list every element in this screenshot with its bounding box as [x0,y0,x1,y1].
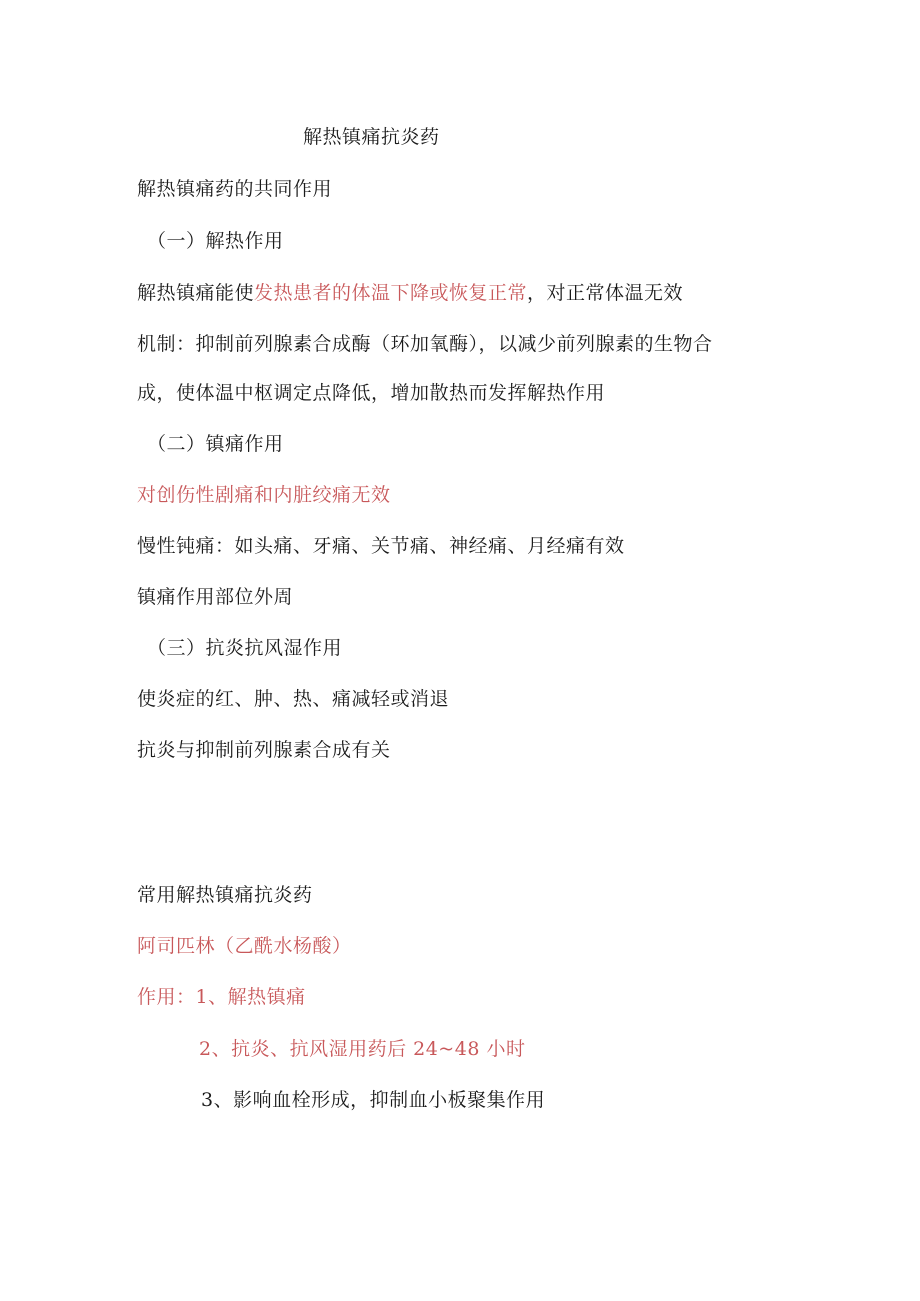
document-title: 解热镇痛抗炎药 [303,126,440,148]
paragraph-mechanism-line2: 成，使体温中枢调定点降低，增加散热而发挥解热作用 [137,382,606,404]
section-heading-common-effects: 解热镇痛药的共同作用 [137,178,333,200]
paragraph-anti-inflammatory-mechanism: 抗炎与抑制前列腺素合成有关 [137,739,391,761]
paragraph-chronic-pain: 慢性钝痛：如头痛、牙痛、关节痛、神经痛、月经痛有效 [137,535,625,557]
subheading-analgesic: （二）镇痛作用 [147,433,284,455]
text-segment: ，对正常体温无效 [527,282,684,304]
subheading-antipyretic: （一）解热作用 [147,230,284,252]
drug-name-aspirin: 阿司匹林（乙酰水杨酸） [137,935,352,957]
paragraph-mechanism-line1: 机制：抑制前列腺素合成酶（环加氧酶），以减少前列腺素的生物合 [137,333,713,355]
drug-effect-1: 作用：1、解热镇痛 [137,986,306,1008]
subheading-anti-inflammatory: （三）抗炎抗风湿作用 [147,637,343,659]
paragraph-analgesic-site: 镇痛作用部位外周 [137,586,294,608]
section-heading-common-drugs: 常用解热镇痛抗炎药 [137,884,313,906]
drug-effect-2: 2、抗炎、抗风湿用药后 24~48 小时 [199,1038,526,1060]
text-segment: 解热镇痛能使 [137,282,255,304]
drug-effect-3: 3、影响血栓形成，抑制血小板聚集作用 [201,1089,546,1111]
paragraph-inflammation-relief: 使炎症的红、肿、热、痛减轻或消退 [137,688,450,710]
highlighted-text: 发热患者的体温下降或恢复正常 [254,282,528,304]
highlighted-paragraph-ineffective: 对创伤性剧痛和内脏绞痛无效 [137,484,391,506]
paragraph-antipyretic-effect [137,280,683,306]
